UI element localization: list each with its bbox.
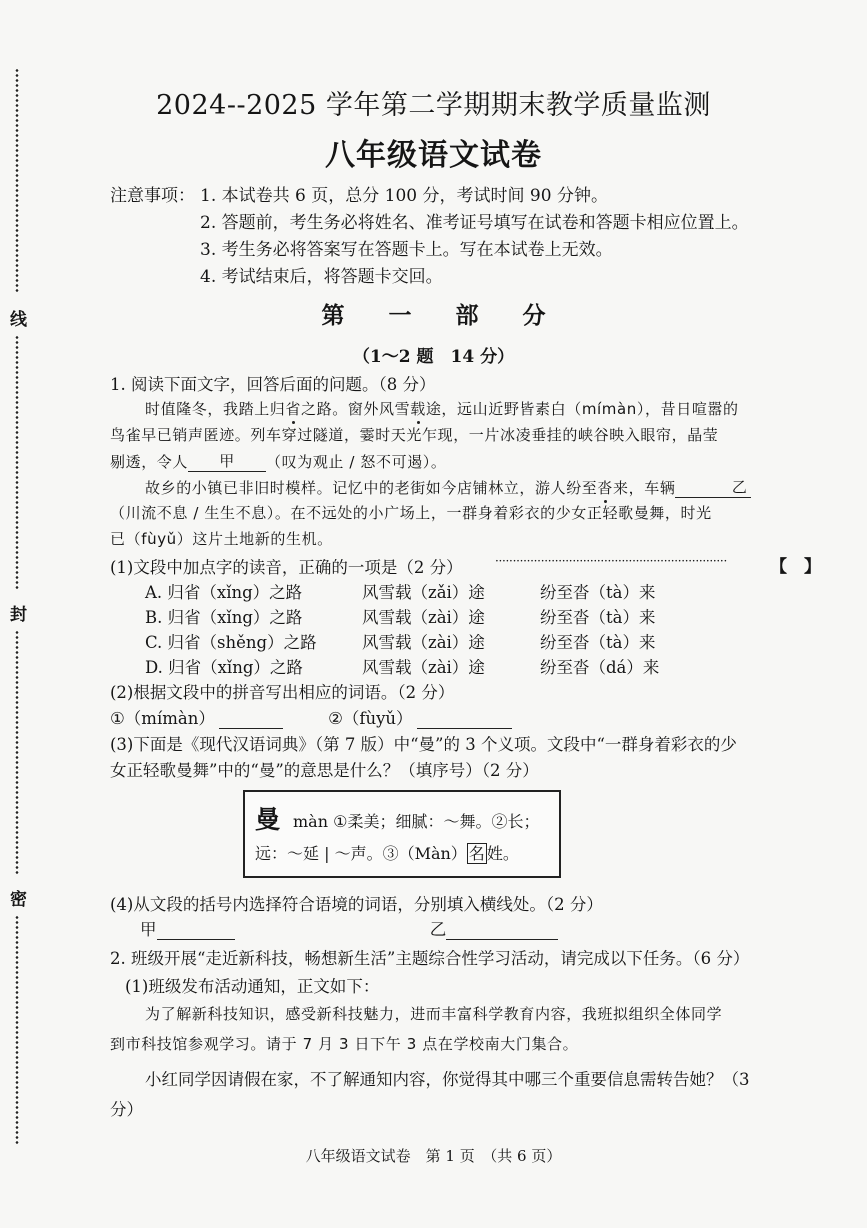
q1-passage-line: （川流不息 / 生生不息）。在不远处的小广场上，一群身着彩衣的少女正轻歌曼舞，时光 <box>110 504 712 522</box>
exam-title: 2024--2025 学年第二学期期末教学质量监测 <box>156 90 711 121</box>
q2-stem: 2. 班级开展“走近新科技，畅想新生活”主题综合性学习活动，请完成以下任务。（6 分） <box>110 949 750 968</box>
q2-notice-line2: 到市科技馆参观学习。请于 7 月 3 日下午 3 点在学校南大门集合。 <box>110 1035 579 1053</box>
option-c-1[interactable]: C. 归省（shěng）之路 <box>145 633 317 652</box>
q1-passage-line: 鸟雀早已销声匿迹。列车穿过隧道，霎时天光乍现，一片冰凌垂挂的峡谷映入眼帘，晶莹 <box>110 426 719 444</box>
q1-sub1-leader-dots: ·································································· <box>495 554 727 568</box>
q1-stem: 1. 阅读下面文字，回答后面的问题。（8 分） <box>110 375 436 394</box>
dotted-char: 省 <box>285 400 302 418</box>
binding-dotted-line-bottom <box>15 915 19 1145</box>
binding-mark-xian: 线 <box>10 310 27 330</box>
option-c-2: 风雪载（zài）途 <box>362 633 485 652</box>
dictionary-line2: 远：～延 | ～声。③（Màn） 名 姓。 <box>255 844 519 863</box>
binding-dotted-line-mid2 <box>15 630 19 875</box>
q1-passage-line: 时值隆冬，我踏上归省之路。窗外风雪载途，远山近野皆素白（mímàn），昔日喧嚣的 <box>145 400 739 418</box>
blank-jia: 甲 <box>188 450 266 472</box>
q1-sub4-answers: 甲 乙 <box>140 916 558 940</box>
boxed-char: 名 <box>468 844 485 863</box>
section-title-char: 部 <box>455 302 479 329</box>
option-d-2: 风雪载（zài）途 <box>362 658 485 677</box>
q1-sub1-answer-bracket[interactable]: 【 】 <box>770 557 821 577</box>
q1-passage-line: 已（fùyǔ）这片土地新的生机。 <box>110 530 333 548</box>
q2-sub1-prompt: (1)班级发布活动通知，正文如下： <box>125 977 380 996</box>
blank-yi: 乙 <box>675 476 751 498</box>
q1-sub3-prompt-line1: (3)下面是《现代汉语词典》（第 7 版）中“曼”的 3 个义项。文段中“一群身着彩衣的少 <box>110 735 737 754</box>
q1-sub3-prompt-line2: 女正轻歌曼舞”中的“曼”的意思是什么？（填序号）（2 分） <box>110 761 539 780</box>
section-title-char: 分 <box>522 302 546 329</box>
note-item-4: 4. 考试结束后，将答题卡交回。 <box>200 267 443 287</box>
q1-sub4-prompt: (4)从文段的括号内选择符合语境的词语，分别填入横线处。（2 分） <box>110 895 603 914</box>
note-item-2: 2. 答题前，考生务必将姓名、准考证号填写在试卷和答题卡相应位置上。 <box>200 213 749 233</box>
notes-label: 注意事项： <box>110 186 195 206</box>
answer-blank-mimian[interactable] <box>219 712 283 729</box>
dotted-char: 沓 <box>597 479 614 497</box>
option-b-2: 风雪载（zài）途 <box>362 608 485 627</box>
option-a-3: 纷至沓（tà）来 <box>540 583 656 602</box>
q1-sub2-answers: ①（mímàn） ②（fùyǔ） <box>110 705 512 729</box>
binding-mark-mi: 密 <box>10 890 27 910</box>
exam-subtitle: 八年级语文试卷 <box>325 138 542 173</box>
section-title-char: 一 <box>388 302 412 329</box>
option-d-3: 纷至沓（dá）来 <box>540 658 660 677</box>
option-b-1[interactable]: B. 归省（xǐng）之路 <box>145 608 303 627</box>
q1-sub1-prompt: (1)文段中加点字的读音，正确的一项是（2 分） <box>110 558 463 577</box>
dictionary-headword: 曼 <box>255 805 281 834</box>
answer-blank-fuyu[interactable] <box>417 712 512 729</box>
option-b-3: 纷至沓（tà）来 <box>540 608 656 627</box>
binding-dotted-line-mid1 <box>15 335 19 590</box>
section-subtitle: （1～2 题 14 分） <box>352 347 515 367</box>
section-title-char: 第 <box>321 302 345 329</box>
note-item-1: 1. 本试卷共 6 页，总分 100 分，考试时间 90 分钟。 <box>200 186 608 206</box>
option-c-3: 纷至沓（tà）来 <box>540 633 656 652</box>
note-item-3: 3. 考生务必将答案写在答题卡上。写在本试卷上无效。 <box>200 240 613 260</box>
section-title <box>0 297 867 330</box>
dictionary-entry-box <box>243 790 561 878</box>
answer-blank-jia[interactable] <box>157 923 235 940</box>
dictionary-line1: màn ①柔美；细腻：～舞。②长； <box>293 812 540 831</box>
binding-mark-feng: 封 <box>10 605 27 625</box>
page-footer: 八年级语文试卷 第 1 页 （共 6 页） <box>305 1147 562 1165</box>
option-a-2: 风雪载（zǎi）途 <box>362 583 485 602</box>
q1-sub2-prompt: (2)根据文段中的拼音写出相应的词语。（2 分） <box>110 683 455 702</box>
q2-ask-line2: 分） <box>110 1100 143 1119</box>
q1-passage-line: 剔透，令人 甲 （叹为观止 / 怒不可遏）。 <box>110 452 447 471</box>
q1-passage-line: 故乡的小镇已非旧时模样。记忆中的老街如今店铺林立，游人纷至沓来，车辆 乙 <box>145 476 751 498</box>
option-d-1[interactable]: D. 归省（xǐng）之路 <box>145 658 303 677</box>
option-a-1[interactable]: A. 归省（xǐng）之路 <box>145 583 303 602</box>
answer-blank-yi[interactable] <box>446 923 558 940</box>
q2-ask-line1: 小红同学因请假在家，不了解通知内容，你觉得其中哪三个重要信息需转告她？（3 <box>145 1070 750 1089</box>
q2-notice-line1: 为了解新科技知识，感受新科技魅力，进而丰富科学教育内容，我班拟组织全体同学 <box>145 1005 723 1023</box>
dotted-char: 载 <box>410 400 426 418</box>
